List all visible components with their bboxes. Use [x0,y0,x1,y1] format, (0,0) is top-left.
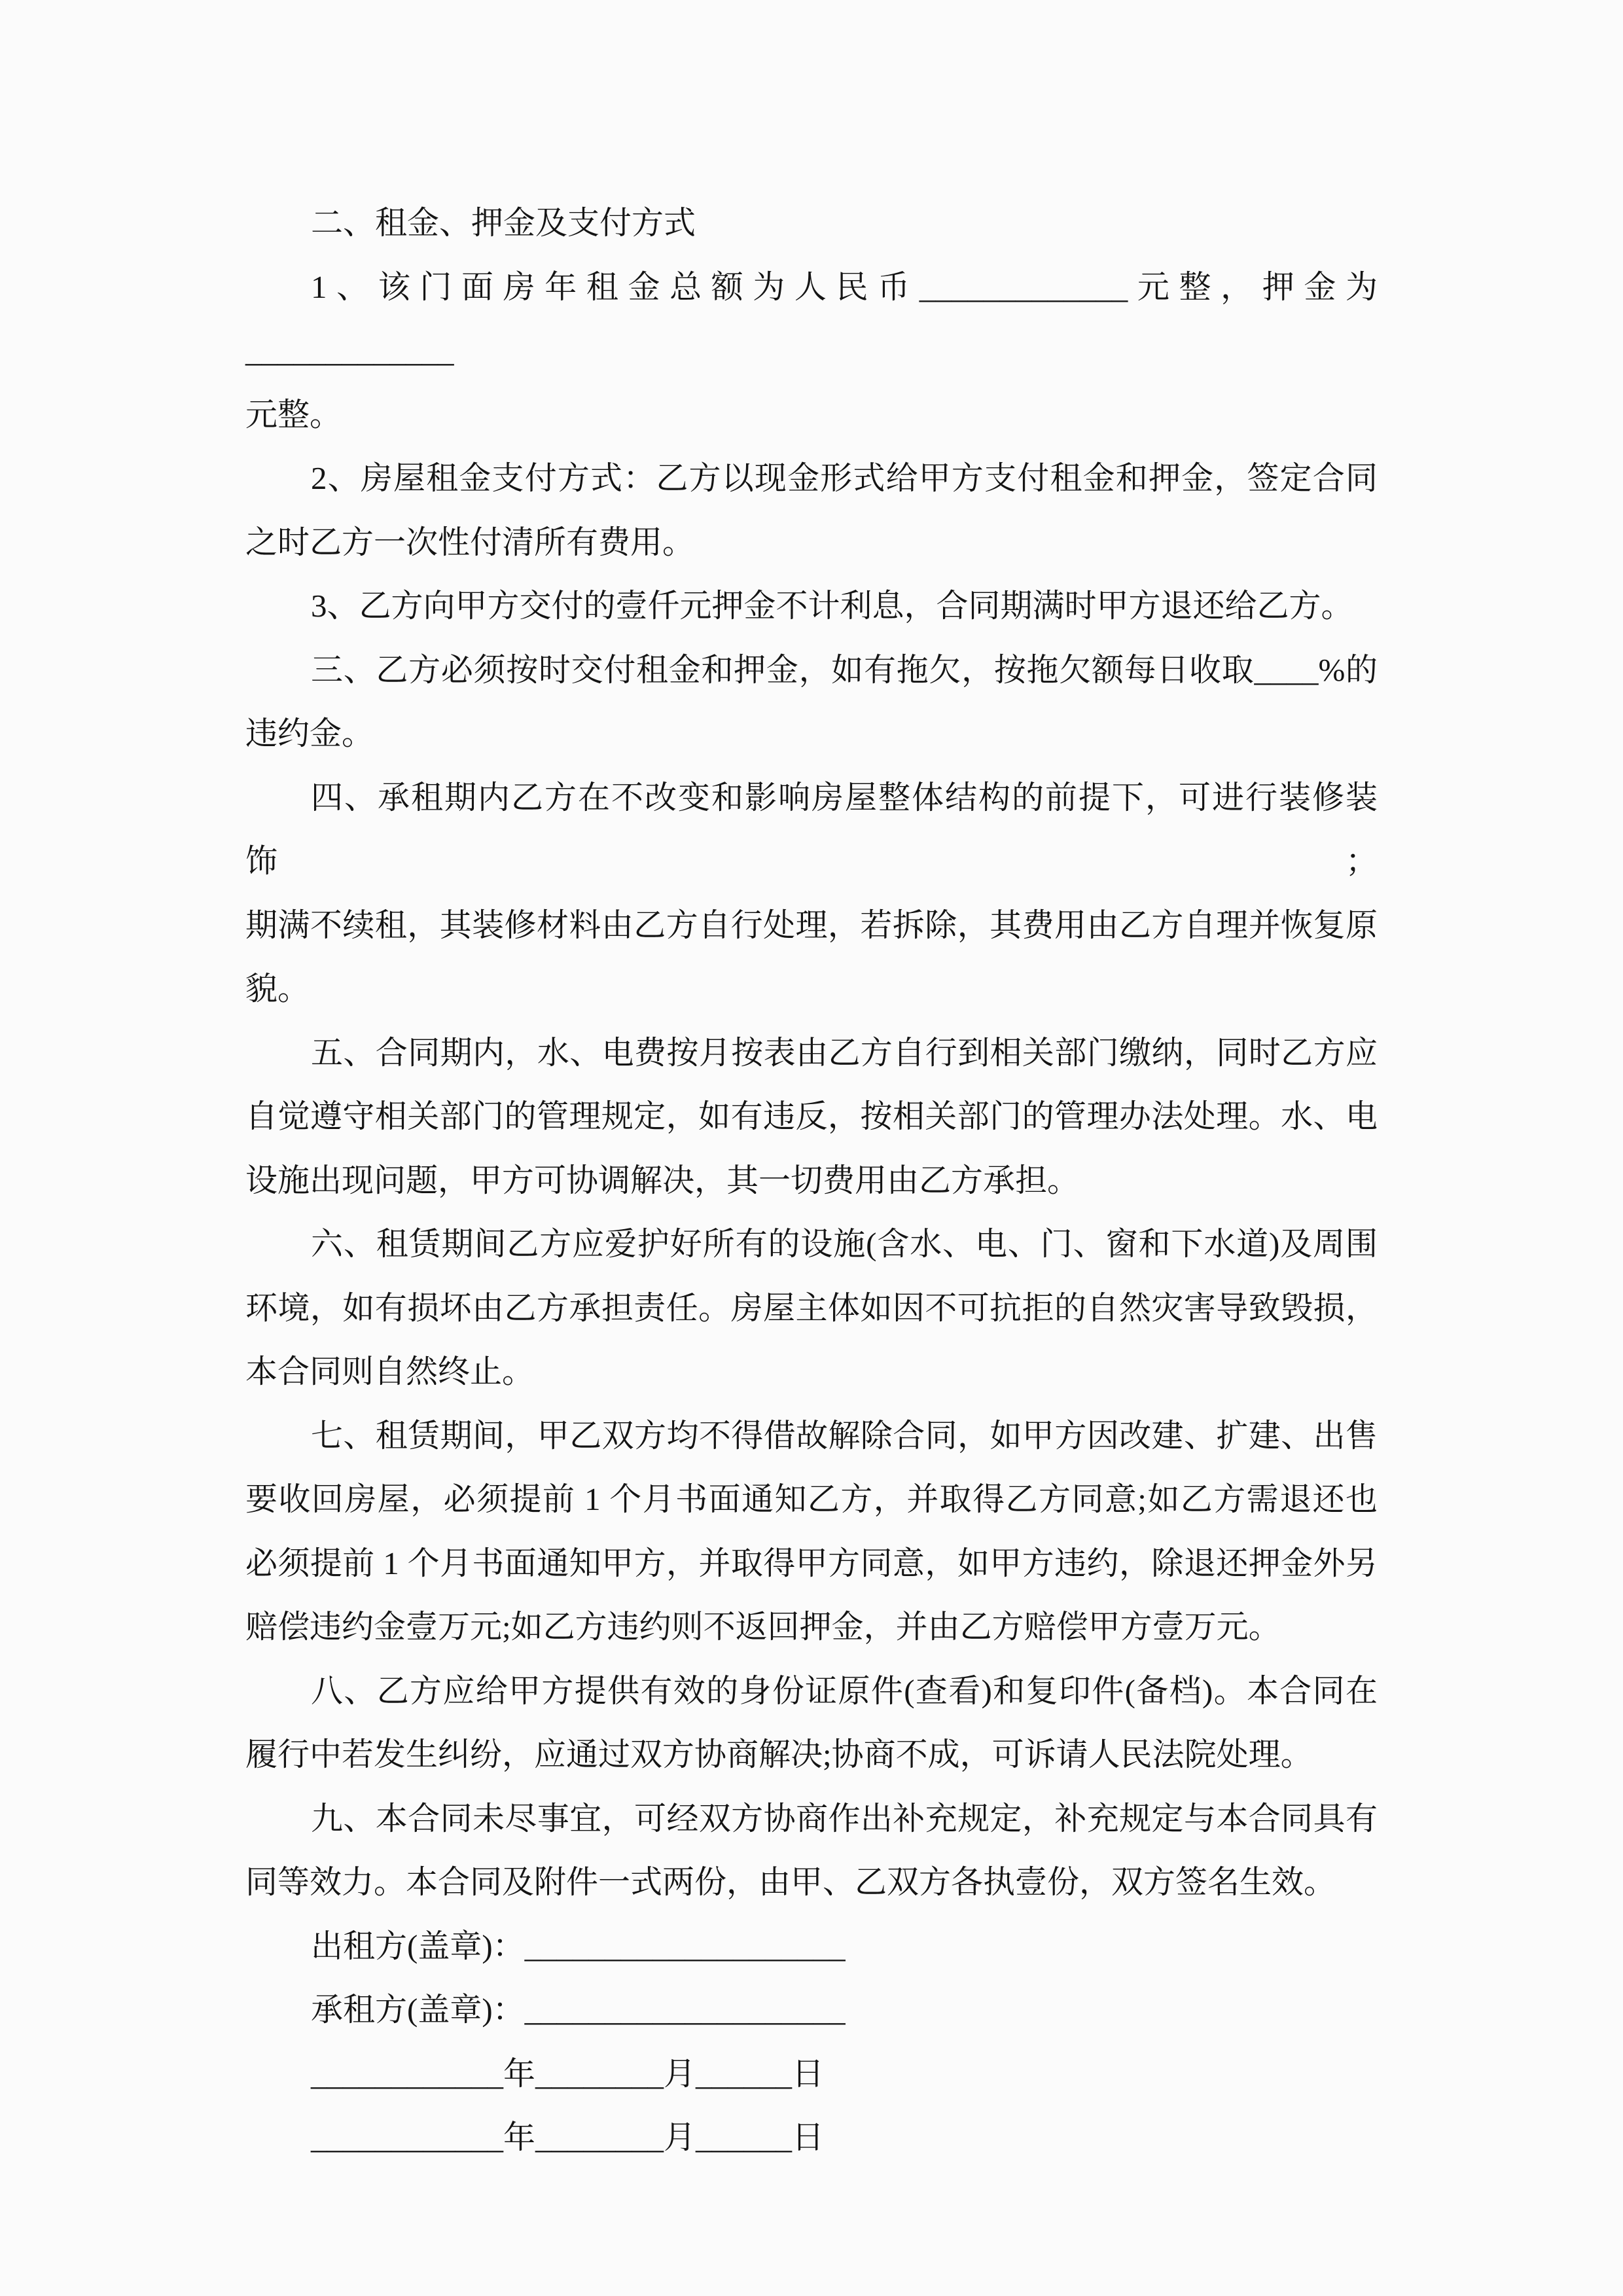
article-7-wrap-2: 必须提前 1 个月书面通知甲方，并取得甲方同意，如甲方违约，除退还押金外另 [245,1545,1378,1581]
section-heading: 二、租金、押金及支付方式 [311,205,696,241]
clause-1-wrap: 元整。 [245,396,342,433]
clause-3-deposit-no-interest: 3、乙方向甲方交付的壹仟元押金不计利息，合同期满时甲方退还给乙方。 [311,588,1353,624]
date-line-2: ____________年________月______日 [311,2119,824,2155]
article-8-id-documents: 八、乙方应给甲方提供有效的身份证原件(查看)和复印件(备档)。本合同在 [311,1672,1378,1709]
article-6-facilities: 六、租赁期间乙方应爱护好所有的设施(含水、电、门、窗和下水道)及周围 [311,1226,1378,1262]
article-4-wrap-2: 貌。 [245,971,310,1007]
article-9-wrap: 同等效力。本合同及附件一式两份，由甲、乙双方各执壹份，双方签名生效。 [245,1864,1336,1900]
article-7-termination: 七、租赁期间，甲乙双方均不得借故解除合同，如甲方因改建、扩建、出售 [311,1417,1378,1454]
article-9-supplementary: 九、本合同未尽事宜，可经双方协商作出补充规定，补充规定与本合同具有 [311,1800,1378,1837]
article-5-utilities: 五、合同期内，水、电费按月按表由乙方自行到相关部门缴纳，同时乙方应 [311,1034,1378,1071]
clause-2-payment-method: 2、房屋租金支付方式：乙方以现金形式给甲方支付租金和押金，签定合同 [311,460,1378,496]
article-7-wrap: 要收回房屋，必须提前 1 个月书面通知乙方，并取得乙方同意;如乙方需退还也 [245,1481,1378,1517]
date-line-1: ____________年________月______日 [311,2055,824,2092]
article-5-wrap: 自觉遵守相关部门的管理规定，如有违反，按相关部门的管理办法处理。水、电 [245,1098,1378,1134]
article-5-wrap-2: 设施出现问题，甲方可协调解决，其一切费用由乙方承担。 [245,1162,1080,1198]
lessor-seal-line: 出租方(盖章)：____________________ [311,1928,846,1964]
article-4-renovation: 四、承租期内乙方在不改变和影响房屋整体结构的前提下，可进行装修装饰； [245,779,1378,879]
article-8-wrap: 履行中若发生纠纷，应通过双方协商解决;协商不成，可诉请人民法院处理。 [245,1736,1313,1772]
article-6-wrap-2: 本合同则自然终止。 [245,1354,535,1390]
article-3-late-payment: 三、乙方必须按时交付租金和押金，如有拖欠，按拖欠额每日收取____%的 [311,651,1378,688]
article-7-wrap-3: 赔偿违约金壹万元;如乙方违约则不返回押金，并由乙方赔偿甲方壹万元。 [245,1609,1281,1645]
clause-1-rent-deposit-amount: 1、该门面房年租金总额为人民币_____________元整，押金为_____________ [245,268,1378,368]
article-4-wrap: 期满不续租，其装修材料由乙方自行处理，若拆除，其费用由乙方自理并恢复原 [245,906,1378,943]
clause-2-wrap: 之时乙方一次性付清所有费用。 [245,524,695,560]
lessee-seal-line: 承租方(盖章)：____________________ [311,1992,846,2028]
article-3-wrap: 违约金。 [245,715,374,751]
article-6-wrap: 环境，如有损坏由乙方承担责任。房屋主体如因不可抗拒的自然灾害导致毁损， [245,1289,1378,1326]
